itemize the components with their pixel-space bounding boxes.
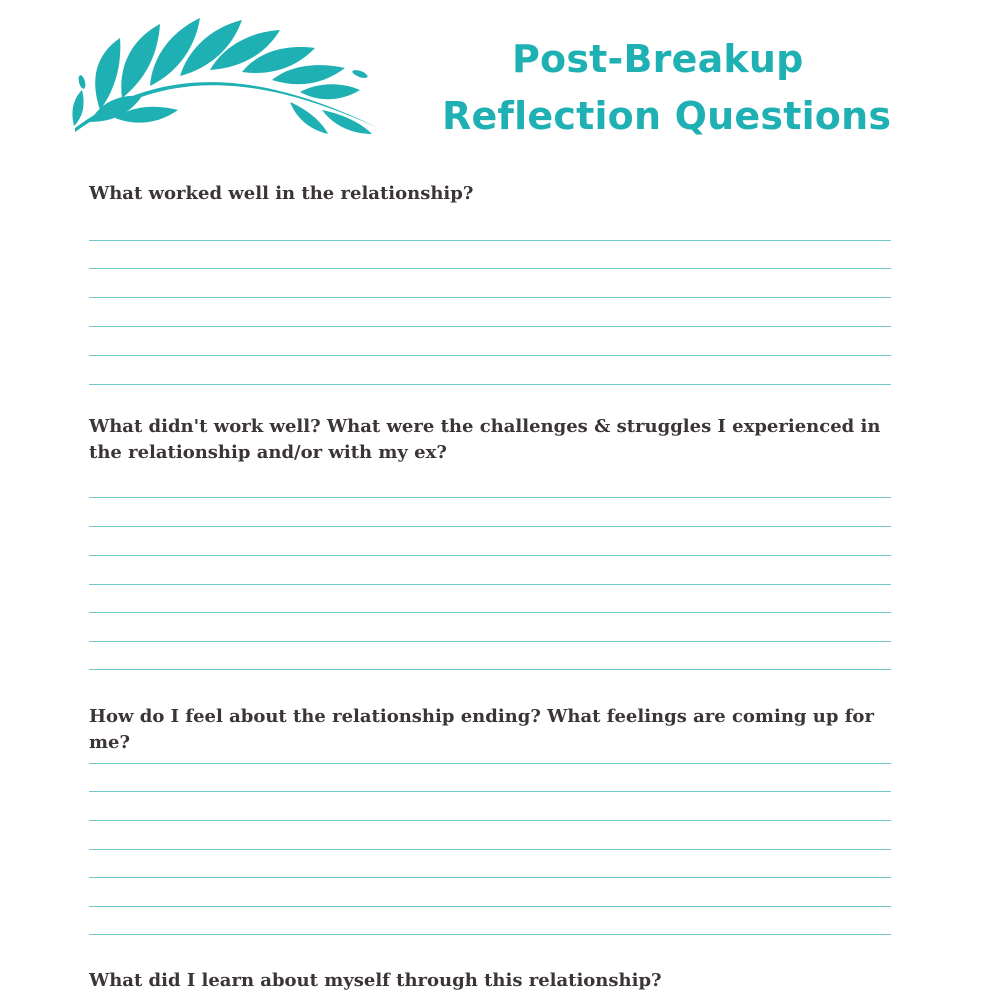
answer-line[interactable] bbox=[89, 669, 891, 670]
answer-line[interactable] bbox=[89, 849, 891, 850]
answer-line[interactable] bbox=[89, 497, 891, 498]
answer-line[interactable] bbox=[89, 763, 891, 764]
answer-line[interactable] bbox=[89, 584, 891, 585]
leaf-branch-icon bbox=[60, 10, 390, 140]
answer-line[interactable] bbox=[89, 384, 891, 385]
answer-line[interactable] bbox=[89, 240, 891, 241]
answer-line[interactable] bbox=[89, 326, 891, 327]
question-3: How do I feel about the relationship ending? What feelings are coming up for me? bbox=[89, 706, 874, 753]
answer-line[interactable] bbox=[89, 877, 891, 878]
answer-line[interactable] bbox=[89, 355, 891, 356]
answer-line[interactable] bbox=[89, 906, 891, 907]
answer-line[interactable] bbox=[89, 526, 891, 527]
page-title-line2: Reflection Questions bbox=[442, 94, 892, 138]
answer-line[interactable] bbox=[89, 612, 891, 613]
page-title-line1: Post-Breakup bbox=[512, 37, 804, 81]
answer-line[interactable] bbox=[89, 555, 891, 556]
answer-line[interactable] bbox=[89, 820, 891, 821]
answer-line[interactable] bbox=[89, 268, 891, 269]
question-2: What didn't work well? What were the challenges & struggles I experienced in the relationship and/or with my ex? bbox=[89, 416, 881, 463]
answer-line[interactable] bbox=[89, 791, 891, 792]
question-4: What did I learn about myself through this relationship? bbox=[89, 970, 662, 991]
answer-line[interactable] bbox=[89, 641, 891, 642]
question-1: What worked well in the relationship? bbox=[89, 183, 474, 204]
answer-line[interactable] bbox=[89, 934, 891, 935]
answer-line[interactable] bbox=[89, 297, 891, 298]
